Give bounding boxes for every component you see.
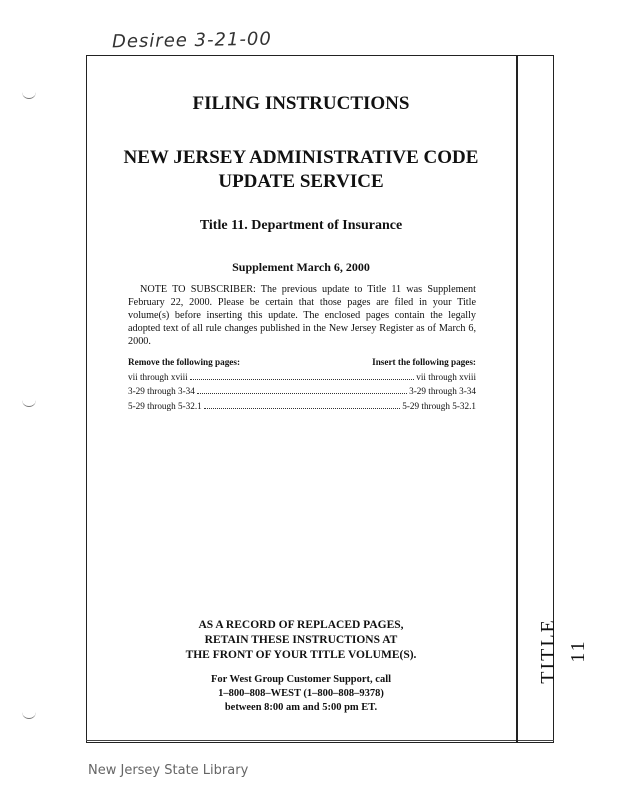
margin-mark — [22, 92, 36, 99]
record-notice — [86, 618, 516, 663]
subscriber-note-text: NOTE TO SUBSCRIBER: The previous update to Title 11 was Supplement February 22, 2000. Please be certain that those pages are filed in your Title volume(s) before inserting this update. The enclosed pages contain the legally adopted text of all rule changes published in the New Jersey Register as of March 6, 2000. — [128, 284, 476, 347]
support-line3: between 8:00 am and 5:00 pm ET. — [224, 702, 378, 713]
margin-mark — [22, 400, 36, 407]
code-heading-line2: UPDATE SERVICE — [218, 171, 384, 192]
handwritten-annotation: Desiree 3-21-00 — [111, 28, 273, 53]
insert-pages: 3-29 through 3-34 — [409, 386, 476, 396]
filing-instructions-heading: FILING INSTRUCTIONS — [192, 93, 410, 114]
record-line3: THE FRONT OF YOUR TITLE VOLUME(S). — [185, 649, 417, 661]
frame-bottom-rule — [86, 740, 554, 743]
customer-support — [86, 673, 516, 715]
support-line2: 1–800–808–WEST (1–800–808–9378) — [218, 688, 384, 699]
margin-mark — [22, 712, 36, 719]
library-stamp: New Jersey State Library — [88, 763, 249, 778]
leader-dots — [190, 371, 415, 380]
supplement-heading: Supplement March 6, 2000 — [232, 260, 370, 274]
title-tab-label: TITLE 11 — [537, 618, 589, 684]
insert-pages: vii through xviii — [416, 371, 476, 382]
remove-pages: vii through xviii — [128, 371, 188, 382]
subscriber-note — [128, 283, 476, 348]
tab-divider — [516, 55, 518, 743]
record-line1: AS A RECORD OF REPLACED PAGES, — [198, 619, 404, 631]
code-heading-line1: NEW JERSEY ADMINISTRATIVE CODE — [123, 147, 479, 168]
table-row — [128, 399, 476, 414]
insert-header: Insert the following pages: — [372, 357, 476, 367]
table-row — [128, 370, 476, 385]
leader-dots — [197, 385, 407, 394]
record-line2: RETAIN THESE INSTRUCTIONS AT — [204, 634, 398, 646]
table-row — [128, 384, 476, 399]
code-heading — [86, 146, 516, 194]
title-heading: Title 11. Department of Insurance — [199, 218, 403, 233]
remove-pages: 5-29 through 5-32.1 — [128, 400, 202, 411]
pages-table — [128, 355, 476, 413]
leader-dots — [204, 400, 401, 409]
remove-pages: 3-29 through 3-34 — [128, 386, 195, 396]
pages-table-header — [128, 355, 476, 370]
insert-pages: 5-29 through 5-32.1 — [402, 400, 476, 411]
support-line1: For West Group Customer Support, call — [210, 674, 392, 685]
remove-header: Remove the following pages: — [128, 357, 241, 367]
